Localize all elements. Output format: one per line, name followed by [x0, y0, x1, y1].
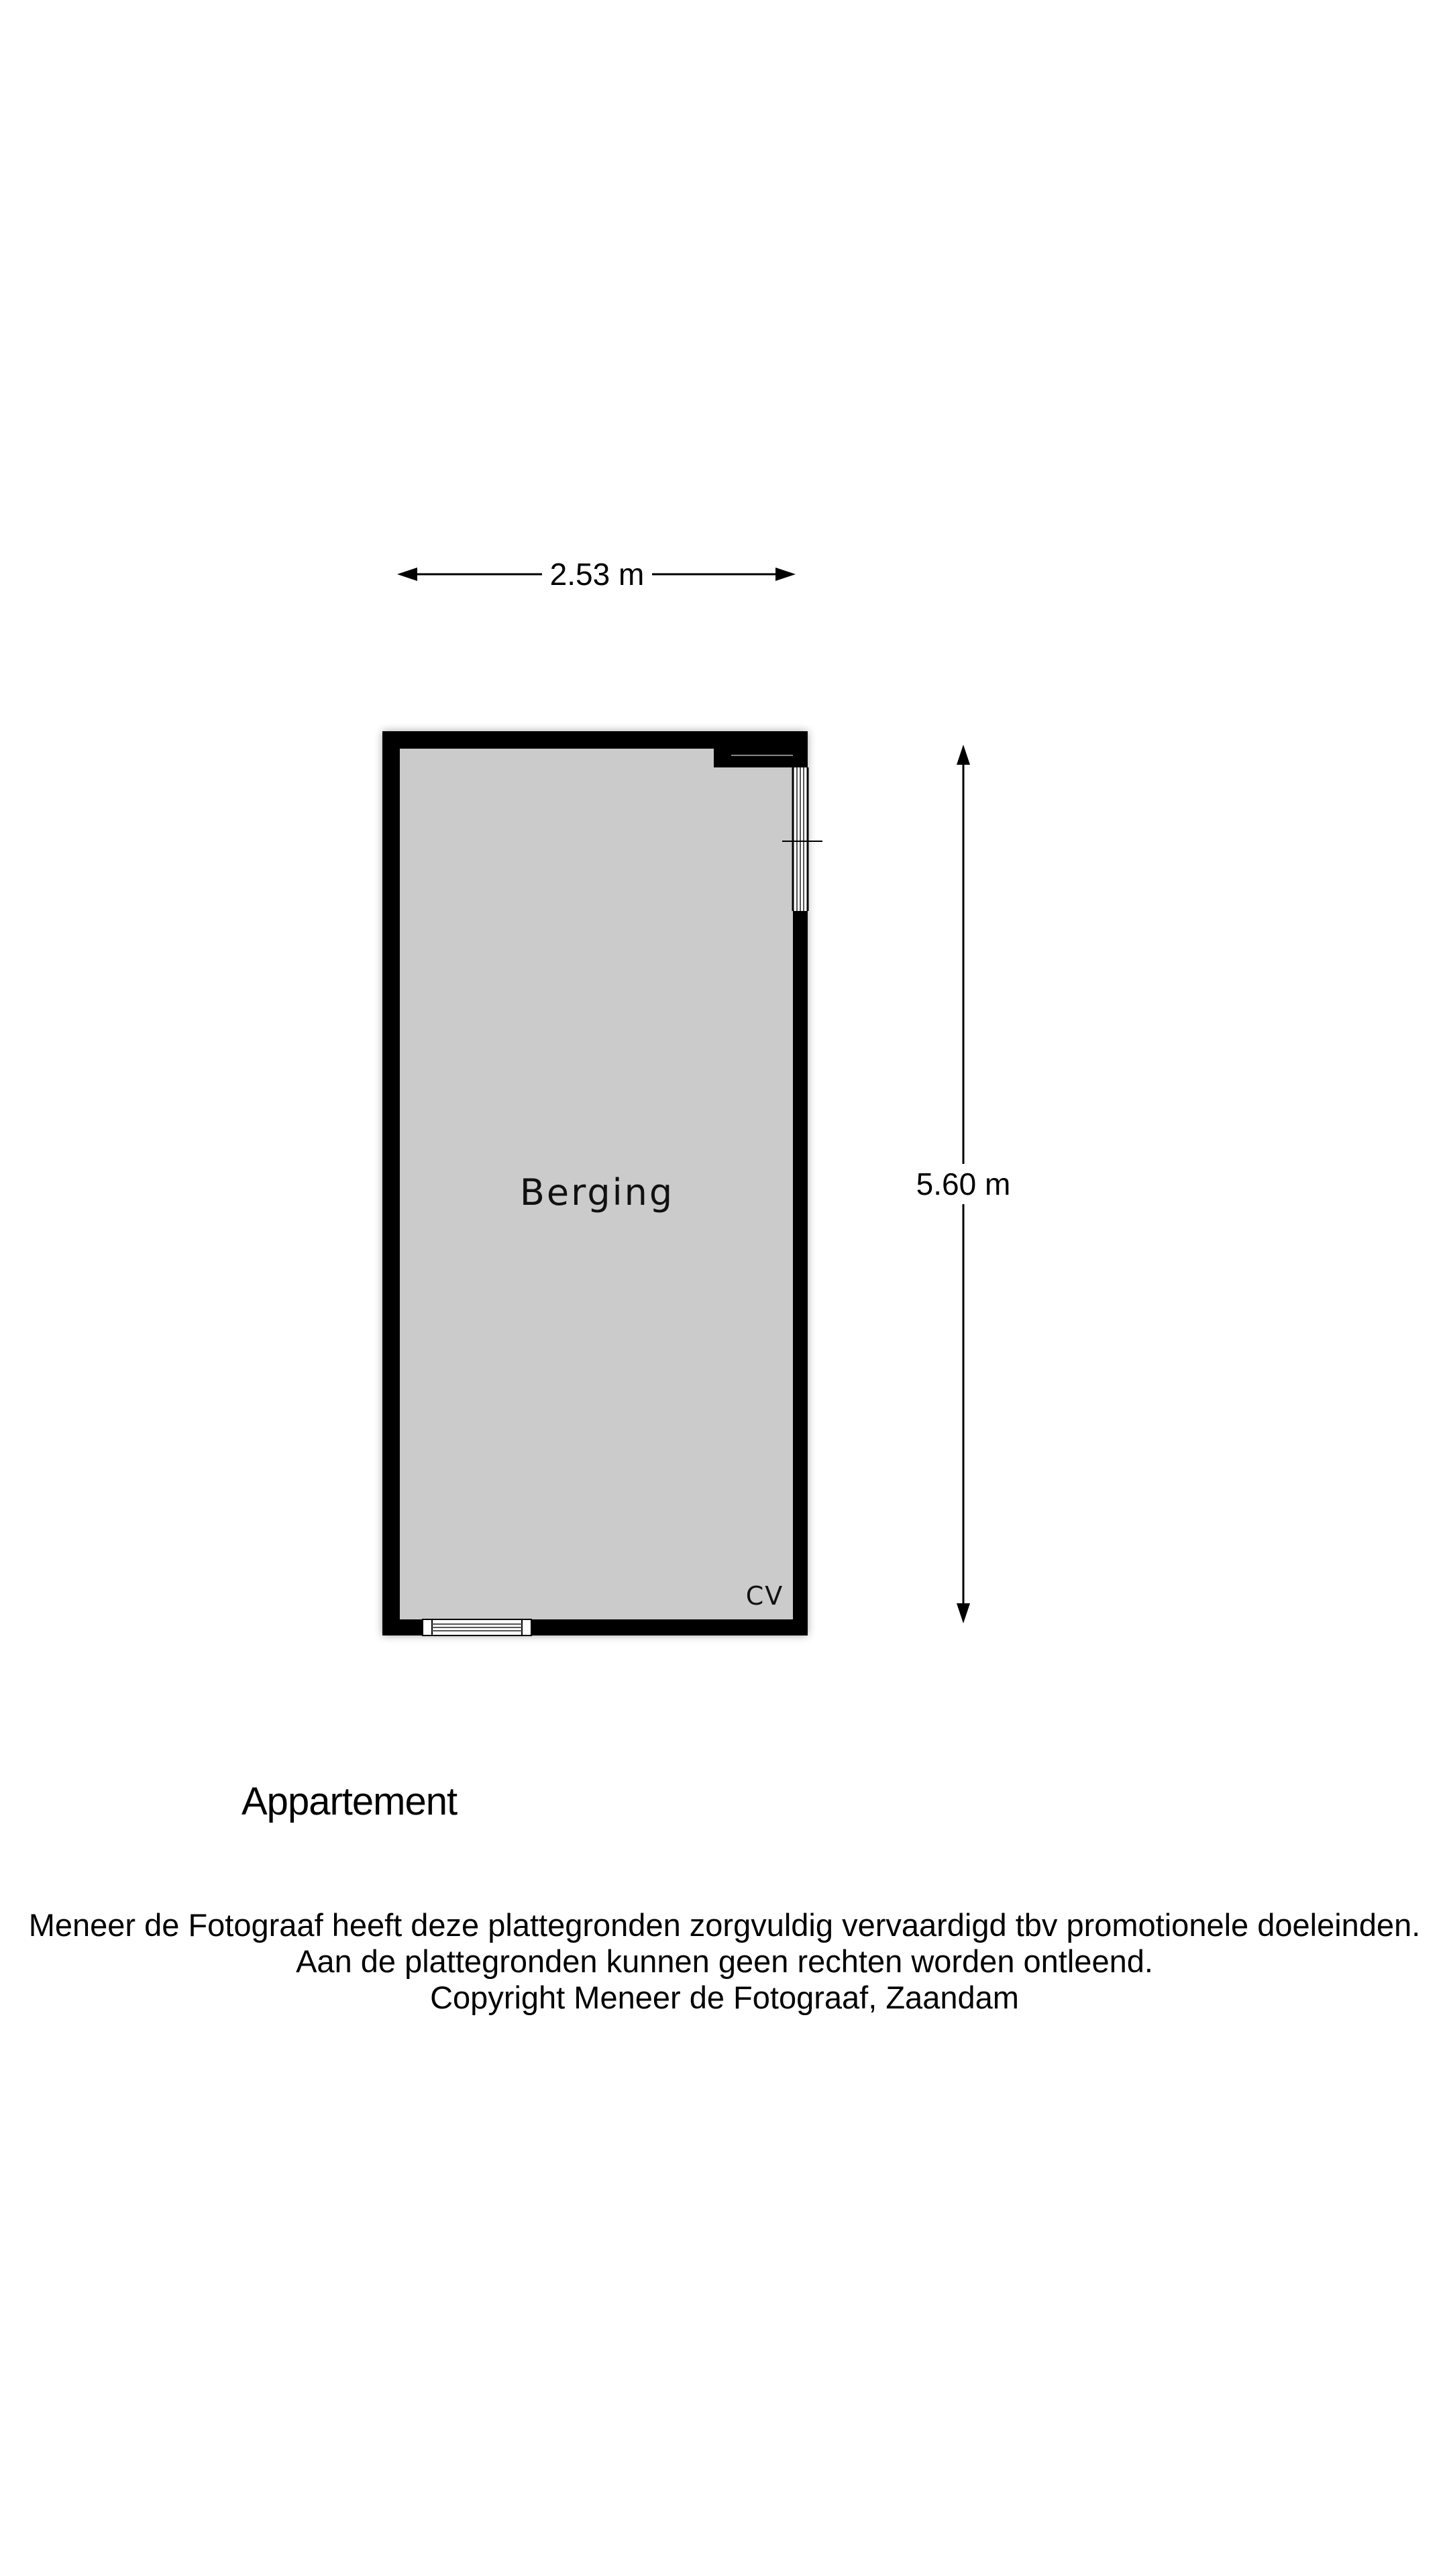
height-dimension-label: 5.60 m — [916, 1167, 1011, 1201]
window-bottom-jamb-left — [423, 1619, 432, 1635]
arrow-left-icon — [397, 568, 417, 581]
arrow-up-icon — [957, 745, 970, 765]
cv-label: CV — [745, 1581, 784, 1611]
window-bottom-jamb-right — [522, 1619, 531, 1635]
room-label: Berging — [519, 1171, 675, 1214]
disclaimer — [0, 1907, 1449, 2016]
arrow-down-icon — [957, 1603, 970, 1623]
width-dimension-label: 2.53 m — [549, 557, 645, 592]
disclaimer-line-3: Copyright Meneer de Fotograaf, Zaandam — [430, 1980, 1019, 2015]
disclaimer-line-2: Aan de plattegronden kunnen geen rechten worden ontleend. — [296, 1943, 1153, 1979]
disclaimer-line-1: Meneer de Fotograaf heeft deze plattegronden zorgvuldig vervaardigd tbv promotionele doeleinden. — [28, 1907, 1421, 1943]
corner-block — [714, 749, 793, 767]
arrow-right-icon — [775, 568, 796, 581]
height-dimension — [916, 745, 1011, 1623]
room-berging — [382, 731, 822, 1635]
floor-label: Appartement — [241, 1780, 458, 1823]
width-dimension — [397, 557, 796, 592]
